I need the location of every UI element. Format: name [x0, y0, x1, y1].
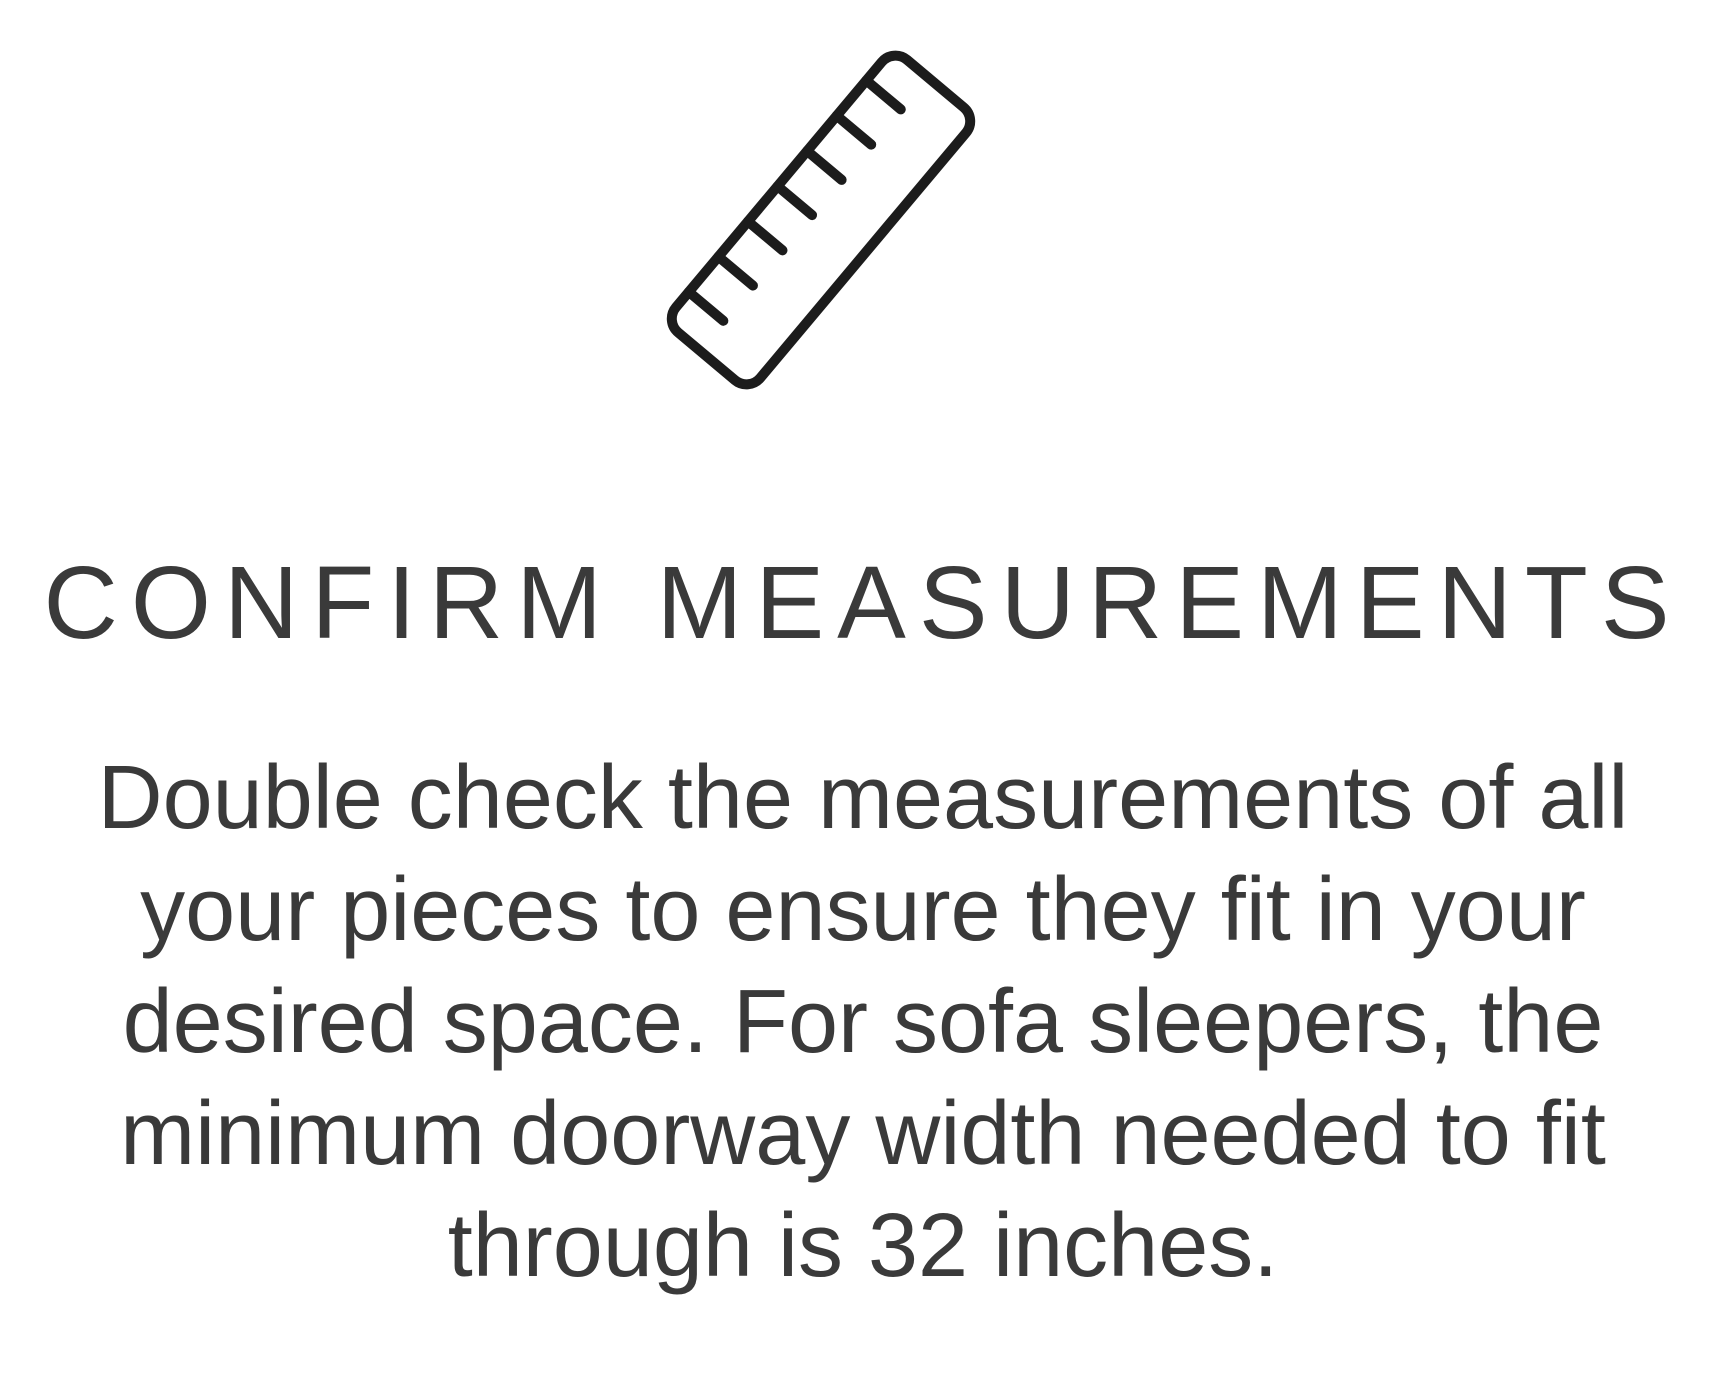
section-description: Double check the measurements of all your pieces to ensure they fit in your desired space. For sofa sleepers, the minimum doorway width needed to fit through is 32 inches. [97, 748, 1629, 1296]
section-heading: CONFIRM MEASUREMENTS [43, 545, 1683, 660]
ruler-icon [651, 28, 991, 408]
